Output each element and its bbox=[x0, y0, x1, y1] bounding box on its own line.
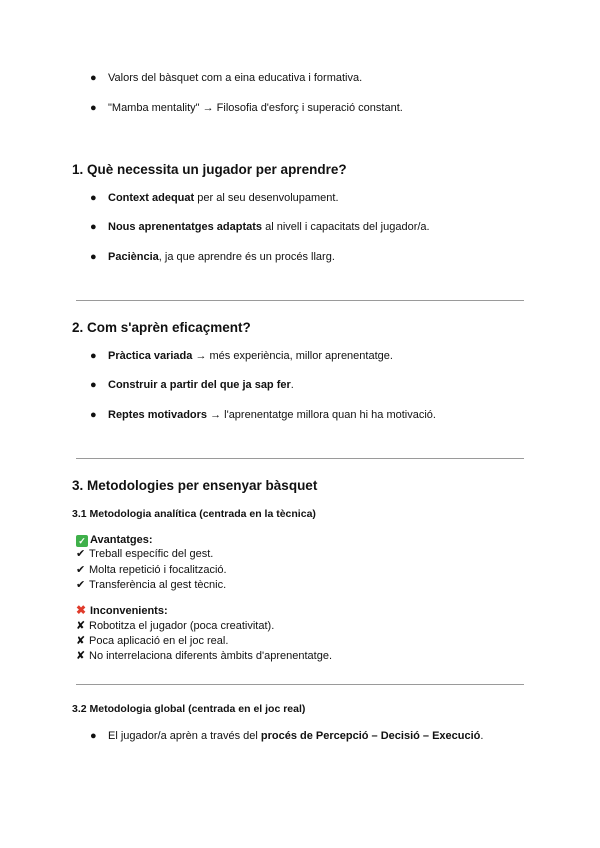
disadvantages-heading: ✖ Inconvenients: bbox=[76, 603, 168, 617]
bullet-icon: ● bbox=[90, 251, 97, 263]
bullet-icon: ● bbox=[90, 379, 97, 391]
bullet-icon: ● bbox=[90, 350, 97, 362]
bullet-icon: ● bbox=[90, 102, 97, 114]
advantage-item: ✔ Transferència al gest tècnic. bbox=[76, 579, 227, 591]
bullet-icon: ● bbox=[90, 221, 97, 233]
advantage-item: ✔ Molta repetició i focalització. bbox=[76, 564, 227, 576]
bullet-icon: ● bbox=[90, 192, 97, 204]
advantage-item: ✔ Treball específic del gest. bbox=[76, 548, 214, 560]
bullet-icon: ● bbox=[90, 730, 97, 742]
s2-item-3: Reptes motivadors → l'aprenentatge millora quan hi ha motivació. bbox=[108, 409, 436, 421]
bullet-icon: ● bbox=[90, 72, 97, 84]
cross-icon: ✘ bbox=[76, 635, 86, 647]
checkmark-icon: ✔ bbox=[76, 579, 86, 591]
s1-item-1: Context adequat per al seu desenvolupament. bbox=[108, 192, 339, 204]
s1-item-2: Nous aprenentatges adaptats al nivell i capacitats del jugador/a. bbox=[108, 221, 430, 233]
advantages-heading: ✓ Avantatges: bbox=[76, 533, 153, 547]
s1-item-3: Paciència, ja que aprendre és un procés llarg. bbox=[108, 251, 335, 263]
s2-item-1: Pràctica variada → més experiència, millor aprenentatge. bbox=[108, 350, 393, 362]
global-method-item: El jugador/a aprèn a través del procés de Percepció – Decisió – Execució. bbox=[108, 730, 484, 742]
subsection-3-2-title: 3.2 Metodologia global (centrada en el joc real) bbox=[72, 703, 306, 715]
intro-item-1: Valors del bàsquet com a eina educativa i formativa. bbox=[108, 72, 363, 84]
cross-icon: ✘ bbox=[76, 620, 86, 632]
disadvantage-item: ✘ Poca aplicació en el joc real. bbox=[76, 635, 229, 647]
checkmark-icon: ✔ bbox=[76, 564, 86, 576]
divider bbox=[76, 684, 524, 685]
section-3-title: 3. Metodologies per ensenyar bàsquet bbox=[72, 478, 318, 493]
section-1-title: 1. Què necessita un jugador per aprendre? bbox=[72, 162, 347, 177]
checkmark-icon: ✔ bbox=[76, 548, 86, 560]
section-2-title: 2. Com s'aprèn eficaçment? bbox=[72, 320, 251, 335]
disadvantage-item: ✘ No interrelaciona diferents àmbits d'aprenentatge. bbox=[76, 650, 333, 662]
bullet-icon: ● bbox=[90, 409, 97, 421]
cross-icon: ✘ bbox=[76, 650, 86, 662]
intro-item-2: "Mamba mentality" → Filosofia d'esforç i superació constant. bbox=[108, 102, 403, 114]
divider bbox=[76, 458, 524, 459]
red-cross-icon: ✖ bbox=[76, 603, 87, 617]
subsection-3-1-title: 3.1 Metodologia analítica (centrada en la tècnica) bbox=[72, 508, 316, 520]
s2-item-2: Construir a partir del que ja sap fer. bbox=[108, 379, 294, 391]
check-box-icon: ✓ bbox=[76, 535, 88, 547]
disadvantage-item: ✘ Robotitza el jugador (poca creativitat). bbox=[76, 620, 275, 632]
divider bbox=[76, 300, 524, 301]
